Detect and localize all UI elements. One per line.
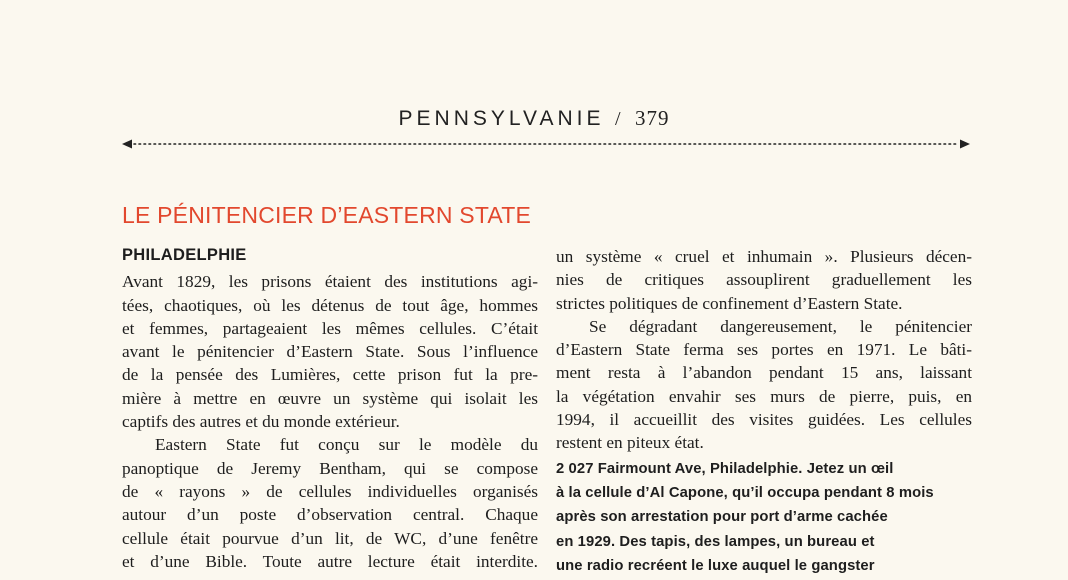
text-line: tées, chaotiques, où les détenus de tout âge, hommes (122, 295, 538, 315)
text-line: strictes politiques de confinement d’Eastern State. (556, 293, 903, 313)
header-separator: / (614, 108, 621, 130)
arrow-rule-icon (122, 138, 970, 150)
right-column (556, 242, 972, 578)
text-line: mière à mettre en œuvre un système qui isolait les (122, 388, 538, 408)
running-header (0, 106, 1068, 131)
text-line: Eastern State fut conçu sur le modèle du (155, 435, 538, 455)
text-line: Se dégradant dangereusement, le pénitencier (589, 316, 972, 336)
left-column (122, 242, 538, 573)
text-line: restent en piteux état. (556, 433, 704, 453)
text-line: et d’une Bible. Toute autre lecture était interdite. (122, 551, 538, 571)
text-line: d’Eastern State ferma ses portes en 1971. Le bâti- (556, 340, 972, 360)
text-line: de la pensée des Lumières, cette prison fut la pre- (122, 365, 538, 385)
text-line: de « rayons » de cellules individuelles organisés (122, 481, 538, 501)
info-line: à la cellule d’Al Capone, qu’il occupa pendant 8 mois (556, 484, 934, 501)
text-line: ment resta à l’abandon pendant 15 ans, laissant (556, 363, 972, 383)
text-line: captifs des autres et du monde extérieur. (122, 412, 400, 432)
visitor-info (556, 457, 972, 578)
text-line: et femmes, partageaient les mêmes cellules. C’était (122, 318, 538, 338)
text-line: cellule était pourvue d’un lit, de WC, d’une fenêtre (122, 528, 538, 548)
text-line: autour d’un poste d’observation central. Chaque (122, 505, 538, 525)
text-line: la végétation envahir ses murs de pierre, puis, en (556, 386, 972, 406)
info-line: 2 027 Fairmount Ave, Philadelphie. Jetez un œil (556, 460, 894, 477)
text-line: Avant 1829, les prisons étaient des institutions agi- (122, 272, 538, 292)
info-line: après son arrestation pour port d’arme cachée (556, 509, 888, 526)
page-number: 379 (634, 106, 670, 130)
dotted-divider (122, 143, 970, 145)
article-title: LE PÉNITENCIER D’EASTERN STATE (122, 202, 531, 228)
info-line: une radio recréent le luxe auquel le gangster (556, 557, 875, 574)
text-line: avant le pénitencier d’Eastern State. Sous l’influence (122, 342, 538, 362)
text-line: panoptique de Jeremy Bentham, qui se compose (122, 458, 538, 478)
text-line: un système « cruel et inhumain ». Plusieurs décen- (556, 247, 972, 266)
location-heading: PHILADELPHIE (122, 246, 247, 264)
text-line: nies de critiques assouplirent graduellement les (556, 270, 972, 290)
text-line: 1994, il accueillit des visites guidées. Les cellules (556, 410, 972, 430)
info-line: en 1929. Des tapis, des lampes, un bureau et (556, 533, 875, 550)
section-name: PENNSYLVANIE (398, 107, 605, 130)
